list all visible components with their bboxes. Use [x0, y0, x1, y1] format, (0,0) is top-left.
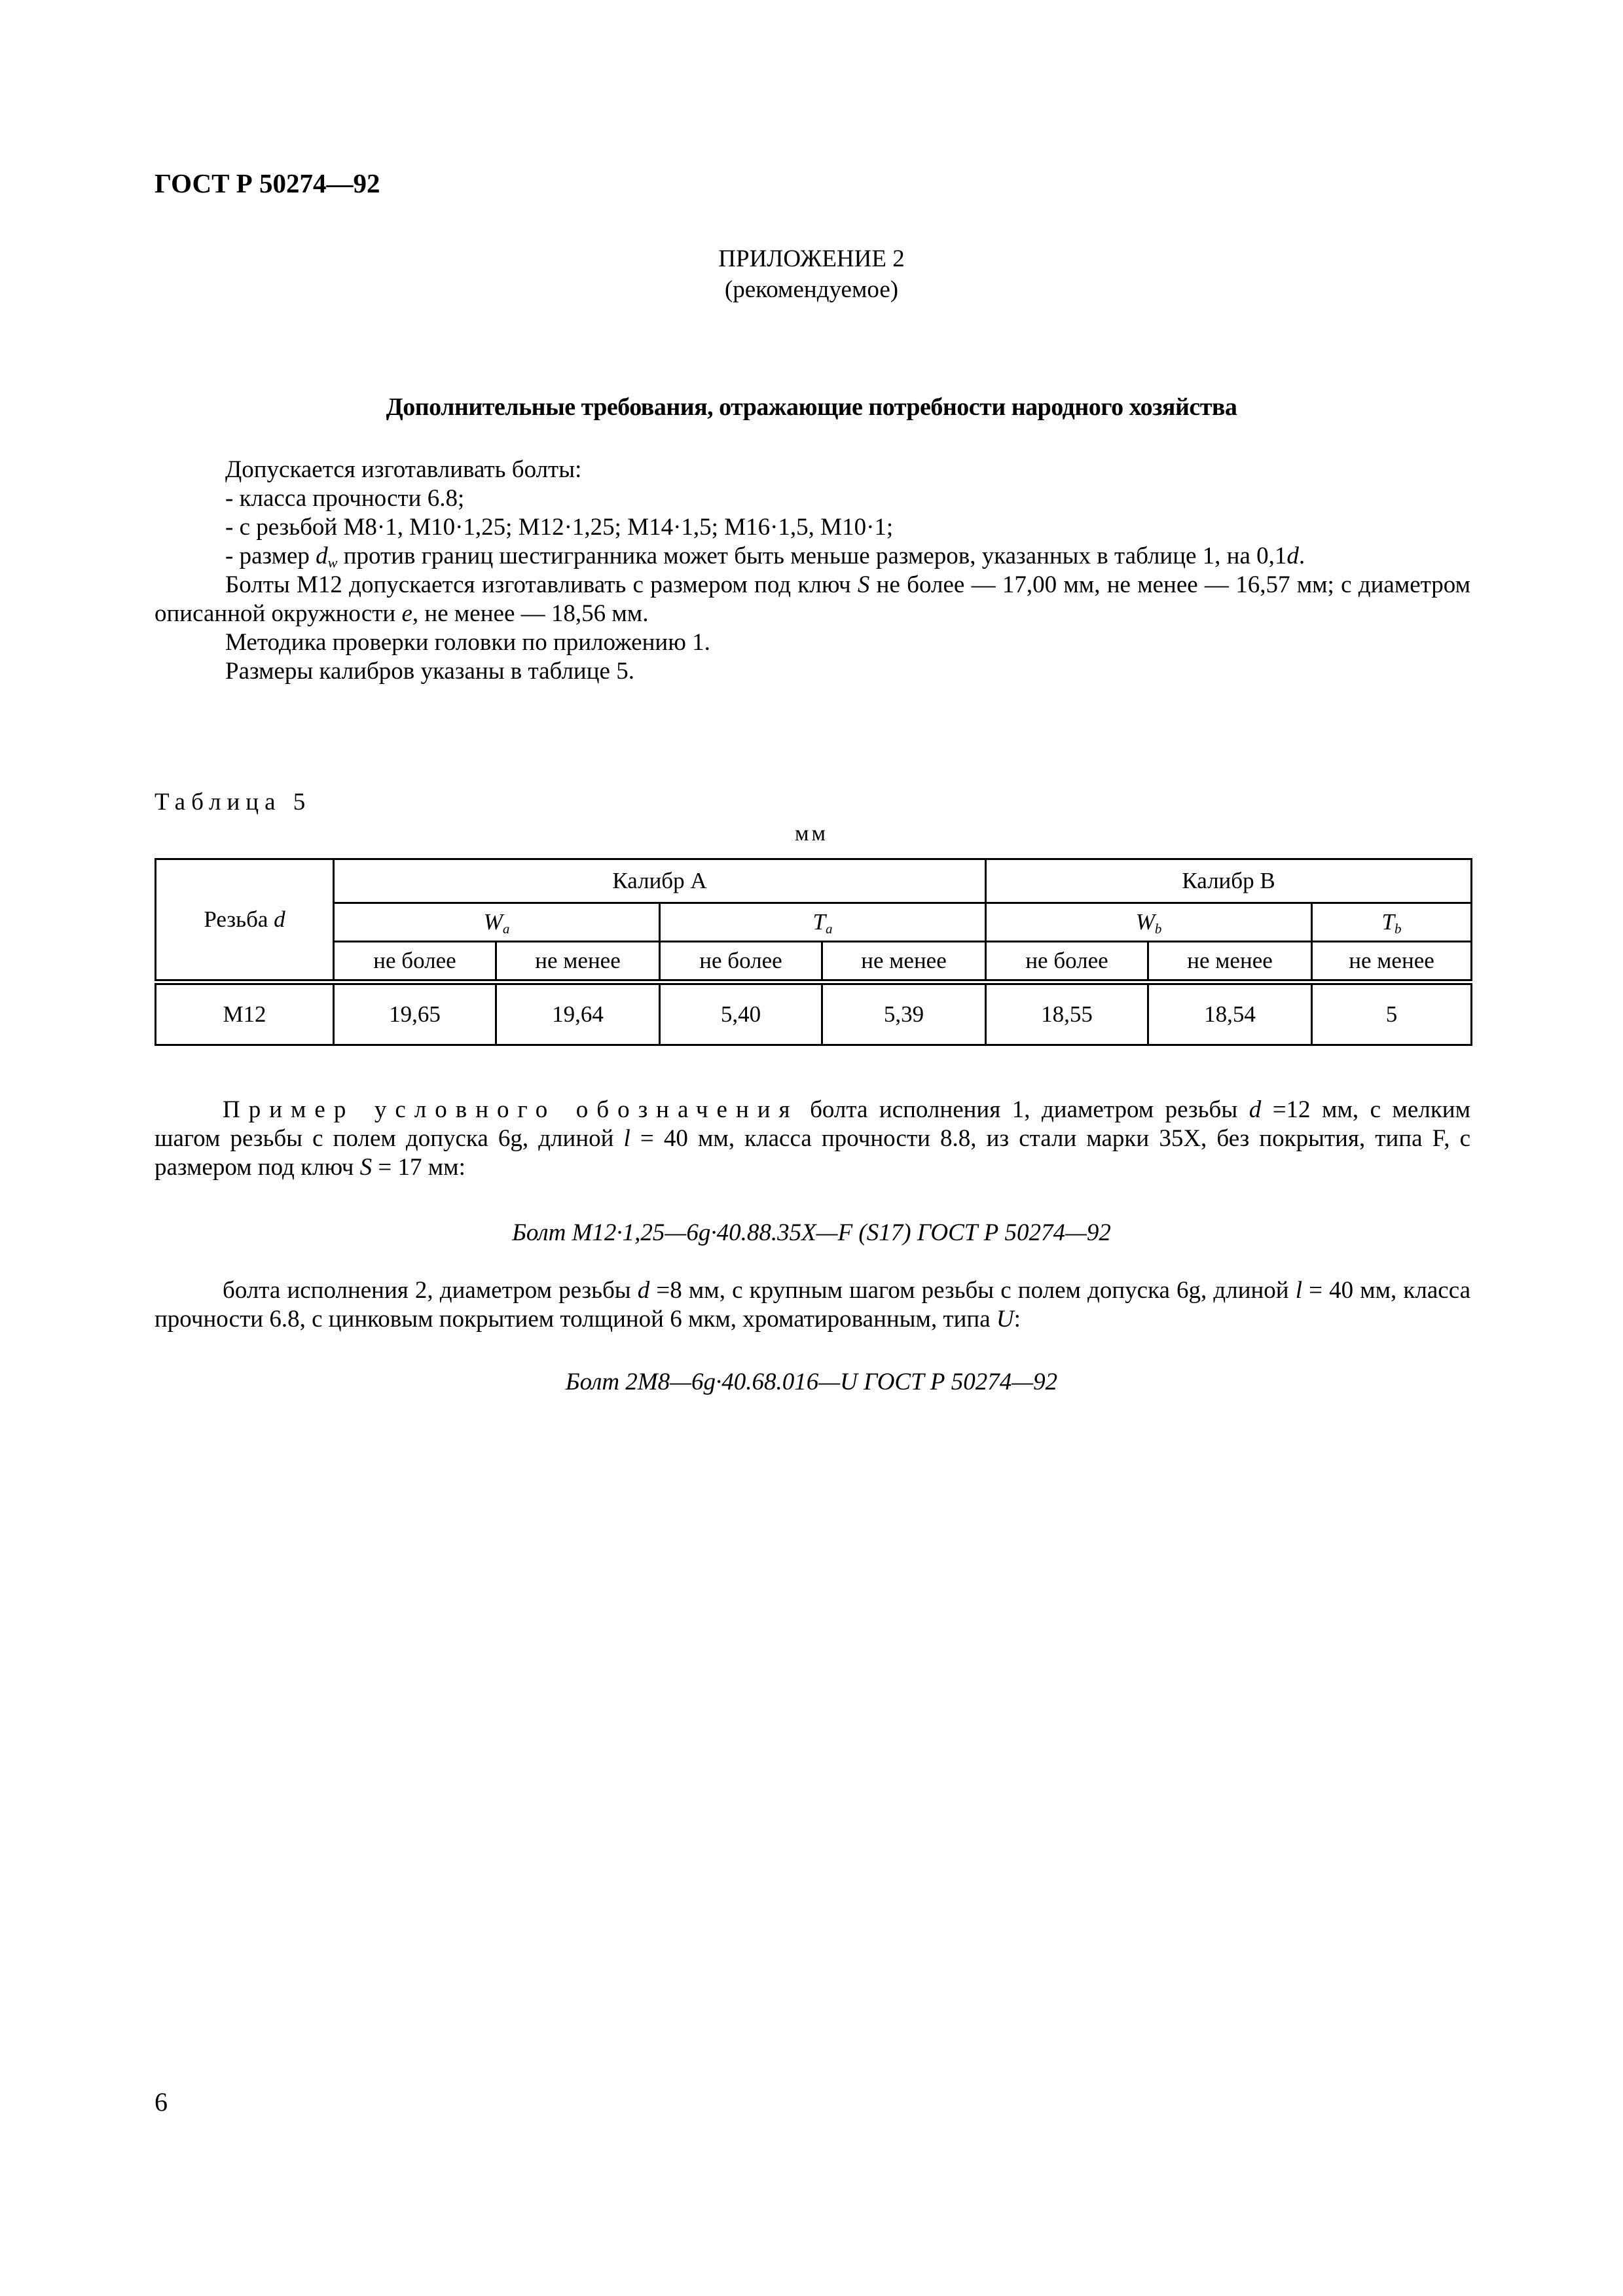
intro-line-3: - с резьбой М8·1, М10·1,25; М12·1,25; М14·1,5; М16·1,5, М10·1; [225, 514, 894, 541]
example-2-paragraph: болта исполнения 2, диаметром резьбы d =8 мм, с крупным шагом резьбы с полем допуска 6g, длиной l = 40 мм, класса прочности 6.8, с цинковым покрытием толщиной 6 мкм, хроматированным, типа U: [155, 1277, 1470, 1333]
intro-line-4: - размер $d_w$ против границ шестигранника может быть меньше размеров, указанных в таблице 1, на 0,1d. [225, 543, 1305, 571]
table-label: Таблица 5 [155, 789, 312, 816]
wb-header: $W_b$ [986, 903, 1312, 942]
ta-header: $T_a$ [660, 903, 986, 942]
table-header-row-2 [156, 903, 1472, 942]
table-cell: 5 [1312, 982, 1472, 1045]
appendix-subtitle: (рекомендуемое) [724, 276, 899, 303]
gauge-b-header: Калибр В [986, 859, 1472, 903]
sub-header: не более [660, 942, 822, 982]
example-1-paragraph: Пример условного обозначения болта исполнения 1, диаметром резьбы d =12 мм, с мелким шагом резьбы с полем допуска 6g, длиной l = 40 мм, класса прочности 8.8, из стали марки 35Х, без покрытия, типа F, с размером под ключ S = 17 мм: [155, 1096, 1471, 1181]
table-cell: 5,40 [660, 982, 822, 1045]
intro-paragraph-2: Болты М12 допускается изготавливать с размером под ключ S не более — 17,00 мм, не менее — 16,57 мм; с диаметром описанной окружности e, не менее — 18,56 мм. [155, 571, 1470, 627]
table-cell: 19,65 [334, 982, 496, 1045]
example-1-text [155, 1096, 1470, 1182]
sub-header: не более [334, 942, 496, 982]
example-2-designation: Болт 2М8—6g·40.68.016—U ГОСТ Р 50274—92 [565, 1369, 1058, 1395]
appendix-title: ПРИЛОЖЕНИЕ 2 [718, 245, 905, 272]
table-header-row-1 [156, 859, 1472, 903]
table-cell: 19,64 [496, 982, 660, 1045]
table-cell-thread: М12 [156, 982, 334, 1045]
sub-header: не более [986, 942, 1148, 982]
table-units: мм [794, 821, 829, 846]
document-number: ГОСТ Р 50274—92 [155, 168, 380, 198]
example-2-text [155, 1276, 1470, 1334]
sub-header: не менее [496, 942, 660, 982]
table-cell: 18,54 [1148, 982, 1312, 1045]
sub-header: не менее [822, 942, 986, 982]
table-cell: 18,55 [986, 982, 1148, 1045]
intro-text [155, 456, 1470, 686]
table-header-row-3 [156, 942, 1472, 982]
intro-paragraph-4: Размеры калибров указаны в таблице 5. [225, 658, 634, 685]
sub-header: не менее [1312, 942, 1472, 982]
section-heading: Дополнительные требования, отражающие потребности народного хозяйства [386, 393, 1237, 421]
wa-header: $W_a$ [334, 903, 660, 942]
gauge-table [155, 858, 1472, 1046]
intro-line-2: - класса прочности 6.8; [225, 485, 465, 512]
tb-header: $T_b$ [1312, 903, 1472, 942]
gauge-a-header: Калибр А [334, 859, 986, 903]
intro-paragraph-3: Методика проверки головки по приложению 1. [225, 629, 710, 656]
example-1-designation: Болт М12·1,25—6g·40.88.35X—F (S17) ГОСТ Р 50274—92 [512, 1219, 1111, 1246]
table-cell: 5,39 [822, 982, 986, 1045]
thread-header: Резьба d [156, 859, 334, 982]
table-row [156, 982, 1472, 1045]
appendix-title-block [0, 243, 1623, 305]
page-number: 6 [155, 2087, 168, 2117]
intro-line-1: Допускается изготавливать болты: [225, 456, 582, 483]
sub-header: не менее [1148, 942, 1312, 982]
